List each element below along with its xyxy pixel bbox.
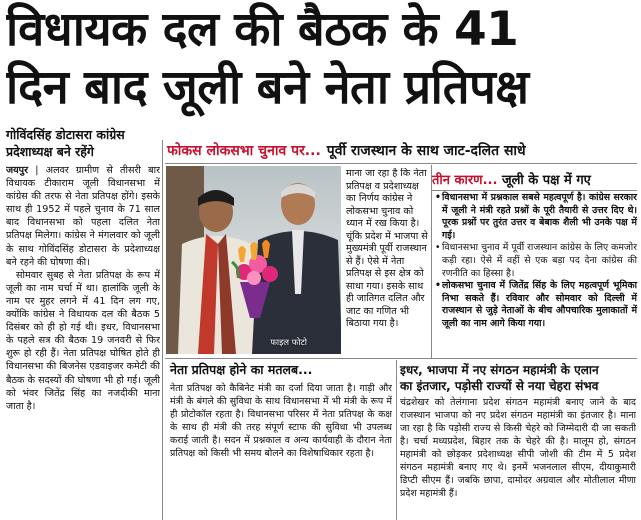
photo-caption: फाइल फोटो [270,338,307,348]
focus-label: फोकस लोकसभा चुनाव पर... [167,143,321,159]
lower-divider [165,358,637,359]
column-divider [162,140,163,520]
reasons-label: तीन कारण... [432,173,498,188]
reason-item-1: • विधानसभा में प्रश्नकाल सबसे महत्वपूर्ण है। कांग्रेस सरकार में जूली ने मंत्री रहते प्रश्नों के पूरी तैयारी से उत्तर दिए थे। पूरक प्रश्नों पर तुरंत उत्तर व बेबाक शैली भी उनके पक्ष में गई। [435,192,637,242]
lop-story: नेता प्रतिपक्ष को कैबिनेट मंत्री का दर्जा दिया जाता है। गाड़ी और मंत्री के बंगले की सुविधा के साथ विधानसभा में भी मंत्री के रूप में ही प्रोटोकॉल रहता है। विधानसभा परिसर में नेता प्रतिपक्ष के कक्ष के साथ ही मंत्री की तरह संपूर्ण स्टाफ की सुविधा भी उपलब्ध कराई जाती है। सदन में प्रश्नकाल व अन्य कार्यवाही के दौरान नेता प्रतिपक्ष को किसी भी समय बोलने का विशेषाधिकार रहता है। [170,383,392,459]
reason-item-3: • लोकसभा चुनाव में जितेंद्र सिंह के लिए महत्वपूर्ण भूमिका निभा सकते हैं। रविवार और सोमवार को दिल्ली में राजस्थान से जुड़े नेताओं के बीच औपचारिक मुलाकातों में जूली का नाम आगे किया गया। [435,280,637,330]
bouquet-icon [220,238,290,318]
leaders-photo [166,166,341,354]
lower-column-divider [396,360,397,520]
subheadline: गोविंदसिंह डोटासरा कांग्रेस प्रदेशाध्यक्ष बने रहेंगे [6,127,125,159]
bjp-heading-line-2: का इंतजार, पड़ोसी राज्यों से नया चेहरा संभव [400,379,599,393]
reasons-heading [432,172,637,190]
reasons-divider [431,165,432,358]
lead-paragraph-1: जयपुर | अलवर ग्रामीण से तीसरी बार विधायक टीकाराम जूली विधानसभा में कांग्रेस की तरफ से नेता प्रतिपक्ष होंगे। इसके साथ ही 1952 में पहले चुनाव के 71 साल बाद विधानसभा को पहला दलित नेता प्रतिपक्ष मिलेगा। कांग्रेस ने मंगलवार को जूली के साथ गोविंदसिंह डोटासरा के प्रदेशाध्यक्ष बने रहने की घोषणा की। [6,165,160,268]
bjp-heading-line-1: इधर, भाजपा में नए संगठन महामंत्री के एलान [400,363,599,377]
reasons-list [435,192,637,331]
bjp-heading [400,362,638,394]
reasons-underline [432,190,637,191]
lead-story [6,164,160,518]
dateline: जयपुर [6,165,29,176]
focus-underline [165,163,637,164]
reason-item-2: • विधानसभा चुनाव में पूर्वी राजस्थान कांग्रेस के लिए कमजोर कड़ी रहा। ऐसे में वहीं से एक बड़ा पद देना कांग्रेस की रणनीति का हिस्सा है। [435,242,637,280]
reasons-title: जूली के पक्ष में गए [501,173,591,188]
lead-paragraph-2: सोमवार सुबह से नेता प्रतिपक्ष के रूप में जूली का नाम चर्चा में था। हालांकि जूली के नाम पर मुहर लगने में 41 दिन लग गए, क्योंकि कांग्रेस ने विधायक दल की बैठक 5 दिसंबर को ही हो गई थी। इधर, विधानसभा के पहले सत्र की बैठक 19 जनवरी से फिर शुरू हो रही हैं। नेता प्रतिपक्ष घोषित होते ही विधानसभा की बिजनेस एडवाइजर कमेटी की बैठक के सदस्यों की घोषणा भी हो गई। जूली को भंवर जितेंद्र सिंह का नजदीकी माना जाता है। [6,269,160,412]
headline-line-1: विधायक दल की बैठक के 41 [6,2,519,57]
focus-title: पूर्वी राजस्थान के साथ जाट-दलित साधे [326,143,526,159]
lop-heading: नेता प्रतिपक्ष होने का मतलब... [170,362,313,377]
focus-story: माना जा रहा है कि नेता प्रतिपक्ष व प्रदेशाध्यक्ष का निर्णय कांग्रेस ने लोकसभा चुनाव को ध्यान में रख किया है। चूंकि प्रदेश में भाजपा से मुख्यमंत्री पूर्वी राजस्थान से हैं। ऐसे में नेता प्रतिपक्ष से इस क्षेत्र को साधा गया। इसके साथ ही जातिगत दलित और जाट का गणित भी बिठाया गया है। [346,168,428,329]
bjp-story: चंद्रशेखर को तेलंगाना प्रदेश संगठन महामंत्री बनाए जाने के बाद राजस्थान भाजपा को नए प्रदेश संगठन महामंत्री का इंतजार है। माना जा रहा है कि पड़ोसी राज्य से किसी चेहरे को जिम्मेदारी दी जा सकती है। चर्चा मध्यप्रदेश, बिहार तक के चेहरे की है। मालूम हो, संगठन महामंत्री को छोड़कर प्रदेशाध्यक्ष सीपी जोशी की टीम में 5 प्रदेश संगठन महामंत्री बनाए गए थे। इनमें भजनलाल सीएम, दीयाकुमारी डिप्टी सीएम हैं। जबकि छापा, दामोदर अग्रवाल और मोतीलाल मीणा प्रदेश महामंत्री हैं। [400,397,636,499]
headline-line-2: दिन बाद जूली बने नेता प्रतिपक्ष [6,60,529,115]
focus-banner [165,140,637,162]
